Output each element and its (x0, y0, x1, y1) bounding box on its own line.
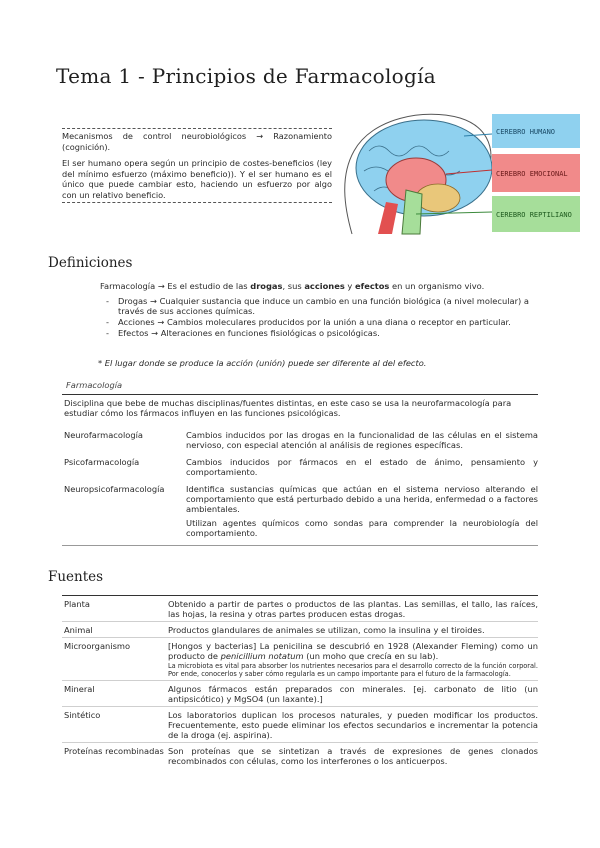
label-human: CEREBRO HUMANO (496, 128, 556, 136)
brain-stem (402, 190, 422, 234)
table-row (62, 622, 538, 638)
row-term: Neurofarmacología (64, 430, 143, 440)
row-term: Mineral (64, 684, 95, 694)
farmacologia-top-rule (62, 394, 538, 395)
farmacologia-description: Disciplina que bebe de muchas disciplinas/fuentes distintas, en este caso se usa la neurofarmacología para estudiar cómo los fármacos influyen en las funciones psicológicas. (64, 398, 512, 418)
row-definition (186, 484, 538, 538)
page-title: Tema 1 - Principios de Farmacología (56, 64, 437, 88)
row-definition: Cambios inducidos por fármacos en el estado de ánimo, pensamiento y comportamiento. (186, 457, 538, 477)
table-row (62, 743, 538, 768)
intro-top-divider (62, 128, 332, 129)
table-row (62, 596, 538, 622)
fuentes-table (62, 595, 538, 768)
intro-paragraph-2: El ser humano opera según un principio de costes-beneficios (ley del mínimo esfuerzo (máximo beneficio)). Y el ser humano es el único que puede cambiar esto, haciendo un esfuerzo por algo con un relativo beneficio. (62, 158, 332, 200)
intro-box (62, 128, 332, 203)
spine-red (378, 202, 398, 234)
intro-bottom-divider (62, 202, 332, 203)
row-term: Microorganismo (64, 641, 131, 651)
definition-farmacologia: Farmacología → Es el estudio de las drogas, sus acciones y efectos en un organismo vivo. (100, 281, 485, 291)
farmacologia-bottom-rule (62, 545, 538, 546)
label-reptilian: CEREBRO REPTILIANO (496, 211, 572, 219)
definition-list (106, 296, 538, 339)
cerebellum (416, 184, 460, 212)
farmacologia-table (62, 380, 538, 546)
row-definition-part-2: Utilizan agentes químicos como sondas para comprender la neurobiología del comportamiento. (186, 518, 538, 538)
table-row (62, 457, 538, 477)
row-term: Proteínas recombinadas (64, 746, 164, 756)
table-row (62, 681, 538, 707)
row-term: Psicofarmacología (64, 457, 140, 467)
row-definition: Obtenido a partir de partes o productos de las plantas. Las semillas, el tallo, las raíces, las hojas, la resina y otras partes producen estas drogas. (168, 599, 538, 619)
definition-drogas: - Drogas → Cualquier sustancia que induce un cambio en una función biológica (a nivel molecular) a través de sus acciones químicas. (106, 296, 538, 316)
brain-illustration (334, 106, 584, 236)
row-definition: Son proteínas que se sintetizan a través de expresiones de genes clonados recombinados con células, como los interferones o los anticuerpos. (168, 746, 538, 766)
farmacologia-caption: Farmacología (66, 380, 123, 390)
row-definition: Productos glandulares de animales se utilizan, como la insulina y el tiroides. (168, 625, 485, 635)
table-row (62, 707, 538, 743)
row-term: Planta (64, 599, 90, 609)
row-term: Neuropsicofarmacología (64, 484, 165, 494)
definition-note: * El lugar donde se produce la acción (unión) puede ser diferente al del efecto. (98, 358, 427, 368)
fuentes-heading: Fuentes (48, 569, 104, 585)
microbiota-note: La microbiota es vital para absorber los nutrientes necesarios para el desarrollo correcto de la función corporal. Por ende, conocerlos y saber cómo regularla es un campo importante para el futuro de la farmacología. (168, 662, 538, 678)
intro-paragraph-1: Mecanismos de control neurobiológicos → Razonamiento (cognición). (62, 131, 332, 152)
definition-efectos: - Efectos → Alteraciones en funciones fisiológicas o psicológicas. (106, 328, 538, 338)
table-row (62, 638, 538, 681)
label-emotional: CEREBRO EMOCIONAL (496, 170, 568, 178)
definiciones-heading: Definiciones (48, 255, 133, 271)
row-term: Animal (64, 625, 93, 635)
definition-acciones: - Acciones → Cambios moleculares producidos por la unión a una diana o receptor en particular. (106, 317, 538, 327)
row-term: Sintético (64, 710, 101, 720)
row-definition: [Hongos y bacterias] La penicilina se descubrió en 1928 (Alexander Fleming) como un producto de penicillium notatum (un moho que crecía en su lab). La microbiota es vital para absorber los nutrientes necesarios para el desarrollo correcto de la función corporal. Por ende, conocerlos y saber cómo regularla es un campo importante para el futuro de la farmacología. (168, 641, 538, 678)
row-definition-part-1: Identifica sustancias químicas que actúan en el sistema nervioso alterando el comportamiento que está perturbado debido a una herida, enfermedad o a factores ambientales. (186, 484, 538, 514)
row-definition: Cambios inducidos por las drogas en la funcionalidad de las células en el sistema nervioso, con especial atención al análisis de regiones específicas. (186, 430, 538, 450)
table-row (62, 430, 538, 450)
table-row (62, 484, 538, 538)
row-definition: Los laboratorios duplican los procesos naturales, y pueden modificar los productos. Frecuentemente, esto puede eliminar los efectos secundarios e incrementar la potencia de la droga (ej. aspirina). (168, 710, 538, 740)
row-definition: Algunos fármacos están preparados con minerales. [ej. carbonato de litio (un antipsicótico) y MgSO4 (un laxante).] (168, 684, 538, 704)
